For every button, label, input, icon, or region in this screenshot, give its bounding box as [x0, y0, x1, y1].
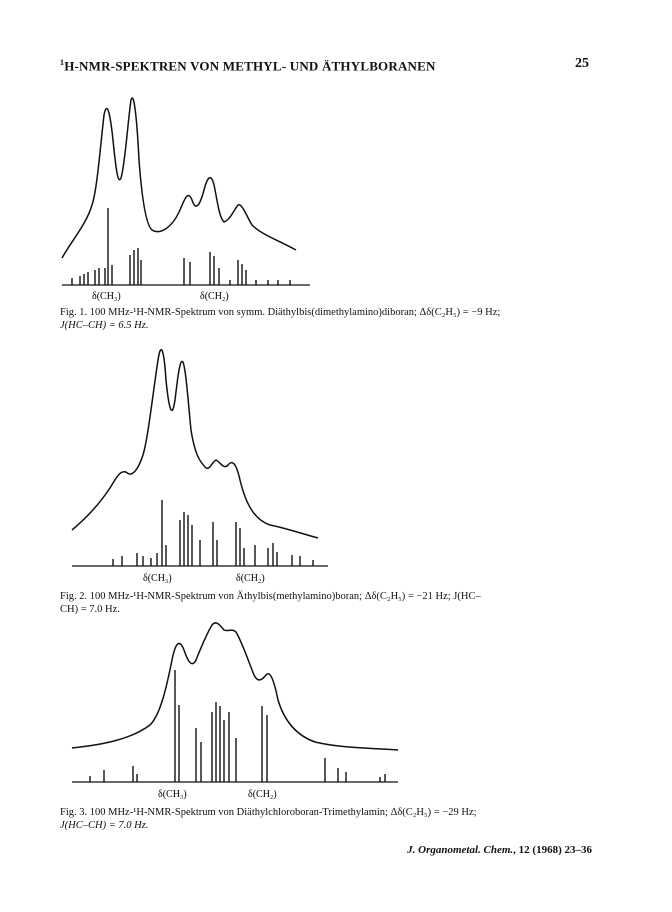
- fig3-stick-spectrum: [90, 670, 385, 782]
- fig1-label-ch3: δ(CH₃): [92, 291, 121, 302]
- fig2-caption-line2: CH) = 7.0 Hz.: [60, 604, 120, 615]
- running-header: [60, 58, 436, 74]
- header-title: H-NMR-SPEKTREN VON METHYL- UND ÄTHYLBORANEN: [64, 58, 436, 74]
- fig3-caption-line2: J(HC–CH) = 7.0 Hz.: [60, 820, 149, 831]
- fig3-envelope: [72, 623, 398, 750]
- journal-volume: , 12 (1968) 23–36: [513, 844, 592, 856]
- fig2-label-ch3: δ(CH₃): [143, 573, 172, 584]
- fig2-envelope: [72, 350, 318, 538]
- page-number: 25: [575, 56, 589, 71]
- fig1-stick-spectrum: [72, 208, 290, 285]
- fig2-stick-spectrum: [113, 500, 313, 566]
- fig3-label-ch2: δ(CH₂): [248, 789, 277, 800]
- journal-citation: [407, 844, 592, 856]
- fig1-envelope: [62, 98, 296, 258]
- fig3-caption: [60, 806, 610, 832]
- fig2-caption: [60, 590, 610, 616]
- fig1-caption-line1: Fig. 1. 100 MHz-¹H-NMR-Spektrum von symm. Diäthylbis(dimethylamino)diboran; Δδ(C₂H₅) = −9 Hz;: [60, 307, 501, 318]
- fig1-caption: [60, 306, 610, 332]
- fig1-label-ch2: δ(CH₂): [200, 291, 229, 302]
- header-superscript: 1: [60, 58, 65, 67]
- fig3-label-ch3: δ(CH₃): [158, 789, 187, 800]
- fig2-caption-line1: Fig. 2. 100 MHz-¹H-NMR-Spektrum von Äthylbis(methylamino)boran; Δδ(C₂H₅) = −21 Hz; J(HC–: [60, 591, 481, 602]
- journal-name: J. Organometal. Chem.: [407, 844, 514, 856]
- fig2-label-ch2: δ(CH₂): [236, 573, 265, 584]
- fig3-caption-line1: Fig. 3. 100 MHz-¹H-NMR-Spektrum von Diäthylchloroboran-Trimethylamin; Δδ(C₂H₅) = −29 Hz;: [60, 807, 477, 818]
- fig1-caption-line2: J(HC–CH) = 6.5 Hz.: [60, 320, 149, 331]
